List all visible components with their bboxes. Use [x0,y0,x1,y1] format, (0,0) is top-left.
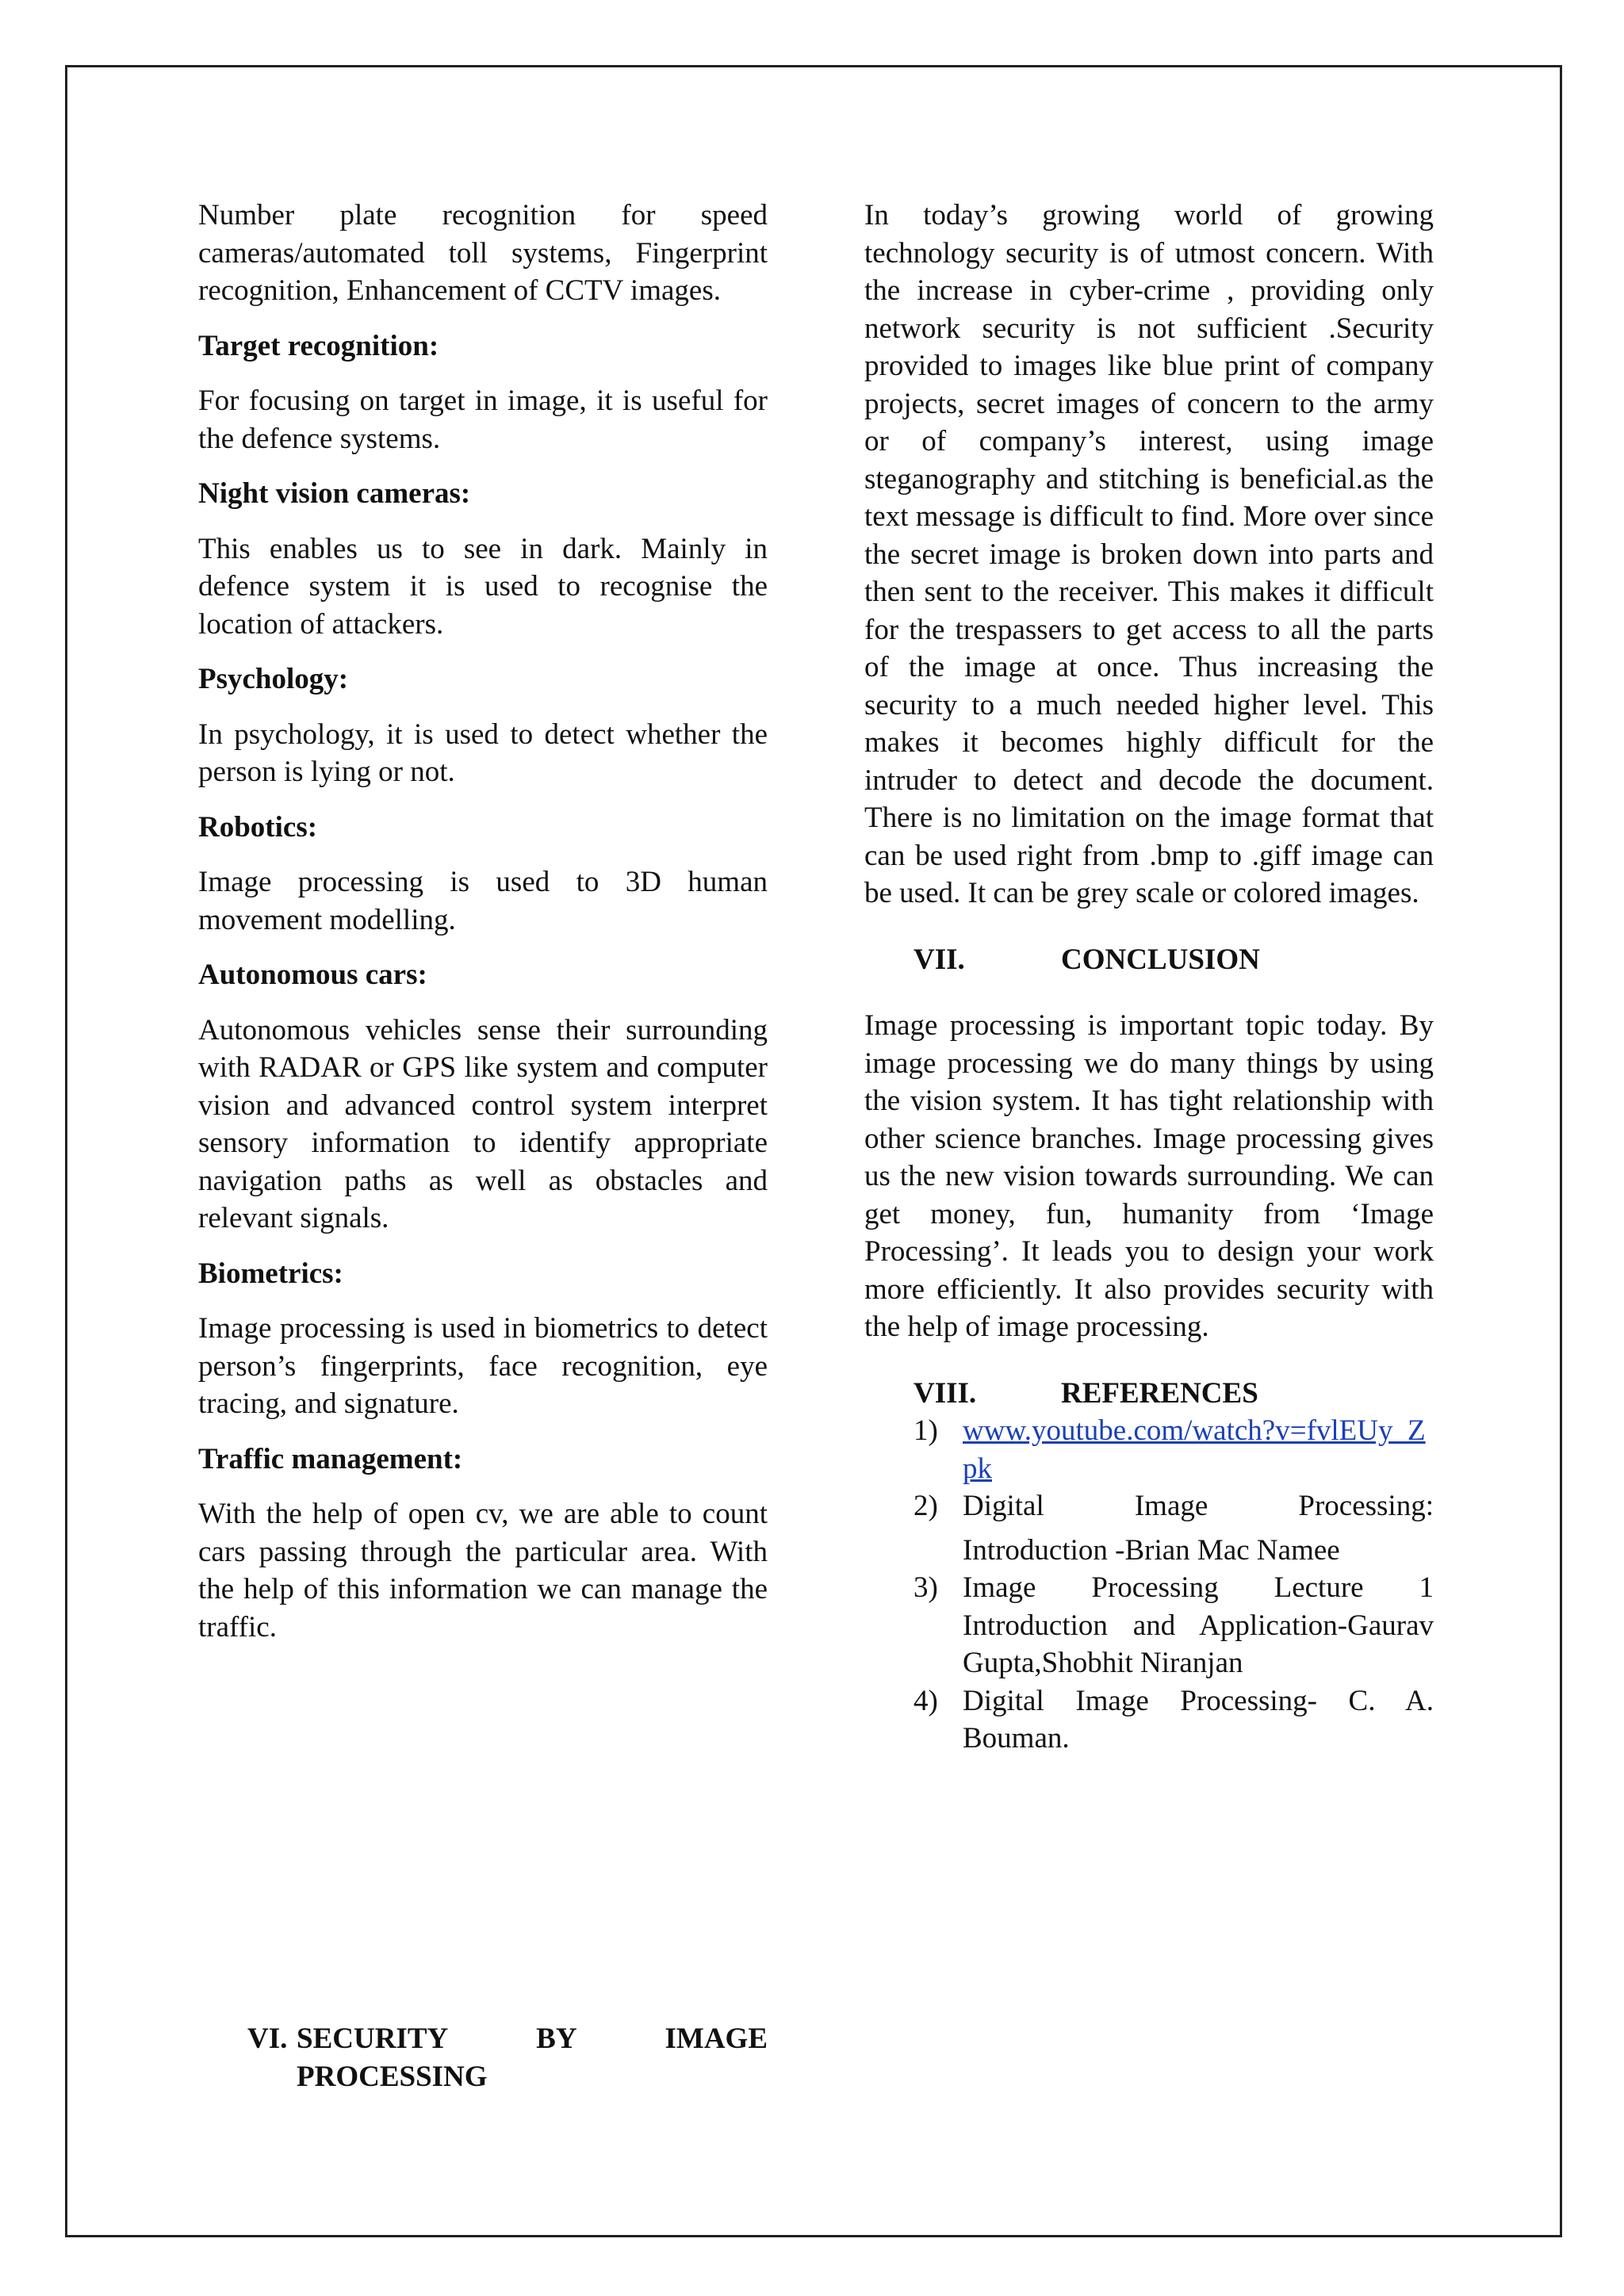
reference-item-3 [864,1569,1434,1682]
reference-text: Digital Image Processing: [963,1490,1434,1522]
conclusion-heading [864,941,1434,979]
conclusion-title: CONCLUSION [1061,943,1260,976]
robotics-text: Image processing is used to 3D human movement modelling. [198,866,768,936]
robotics-heading: Robotics: [198,810,318,844]
right-column [864,197,1434,1758]
conclusion-text: Image processing is important topic today. By image processing we do many things by using the vision system. It has tight relationship with other science branches. Image processing gives us the new vision towards surrounding. We can get money, fun, humanity from ‘Image Processing’. It leads you to design your work more efficiently. It also provides security with the help of image processing. [864,1009,1434,1343]
biometrics-text: Image processing is used in biometrics to detect person’s fingerprints, face recognition, eye tracing, and signature. [198,1312,768,1420]
section-vi-word-processing: PROCESSING [297,2060,488,2093]
section-vi-word-security: SECURITY [297,2022,449,2055]
references-list [864,1412,1434,1758]
night-vision-heading: Night vision cameras: [198,477,471,510]
reference-item-2 [864,1487,1434,1569]
section-vi-heading [247,2020,768,2095]
target-recognition-text: For focusing on target in image, it is useful for the defence systems. [198,385,768,455]
conclusion-number: VII. [914,943,965,976]
reference-marker: 3) [914,1571,938,1604]
reference-marker: 2) [914,1490,938,1522]
references-heading [864,1375,1434,1413]
biometrics-heading: Biometrics: [198,1257,343,1290]
autonomous-cars-heading: Autonomous cars: [198,959,427,991]
applications-paragraph: Number plate recognition for speed cameras/automated toll systems, Fingerprint recognition, Enhancement of CCTV images. [198,199,768,307]
psychology-heading: Psychology: [198,663,349,695]
section-vi-number: VI. [247,2022,288,2055]
reference-text-line2: Introduction -Brian Mac Namee [963,1533,1340,1567]
night-vision-text: This enables us to see in dark. Mainly in defence system it is used to recognise the location of attackers. [198,532,768,641]
reference-text: Image Processing Lecture 1 Introduction and Application-Gaurav Gupta,Shobhit Niranjan [963,1571,1434,1679]
target-recognition-heading: Target recognition: [198,329,439,362]
section-vi-word-by: BY [536,2022,577,2055]
left-column [198,197,768,1646]
section-vi-word-image: IMAGE [665,2022,768,2055]
reference-text: Digital Image Processing- C. A. Bouman. [963,1684,1434,1755]
psychology-text: In psychology, it is used to detect whether the person is lying or not. [198,718,768,788]
reference-item-4 [864,1682,1434,1758]
reference-item-1 [864,1412,1434,1487]
reference-marker: 4) [914,1684,938,1717]
reference-link-youtube[interactable]: www.youtube.com/watch?v=fvlEUy_Zpk [963,1414,1426,1485]
reference-marker: 1) [914,1414,938,1447]
autonomous-cars-text: Autonomous vehicles sense their surrounding with RADAR or GPS like system and computer vision and advanced control system interpret sensory information to identify appropriate navigation paths as well as obstacles and relevant signals. [198,1013,768,1234]
security-paragraph: In today’s growing world of growing technology security is of utmost concern. With the increase in cyber-crime , providing only network security is not sufficient .Security provided to images like blue print of company projects, secret images of concern to the army or of company’s interest, using image steganography and stitching is beneficial.as the text message is difficult to find. More over since the secret image is broken down into parts and then sent to the receiver. This makes it difficult for the trespassers to get access to all the parts of the image at once. Thus increasing the security to a much needed higher level. This makes it becomes highly difficult for the intruder to detect and decode the document. There is no limitation on the image format that can be used right from .bmp to .giff image can be used. It can be grey scale or colored images. [864,199,1434,909]
references-title: REFERENCES [1061,1376,1258,1410]
references-number: VIII. [914,1376,977,1410]
traffic-management-heading: Traffic management: [198,1442,463,1475]
traffic-management-text: With the help of open cv, we are able to count cars passing through the particular area. With the help of this information we can manage the traffic. [198,1498,768,1644]
